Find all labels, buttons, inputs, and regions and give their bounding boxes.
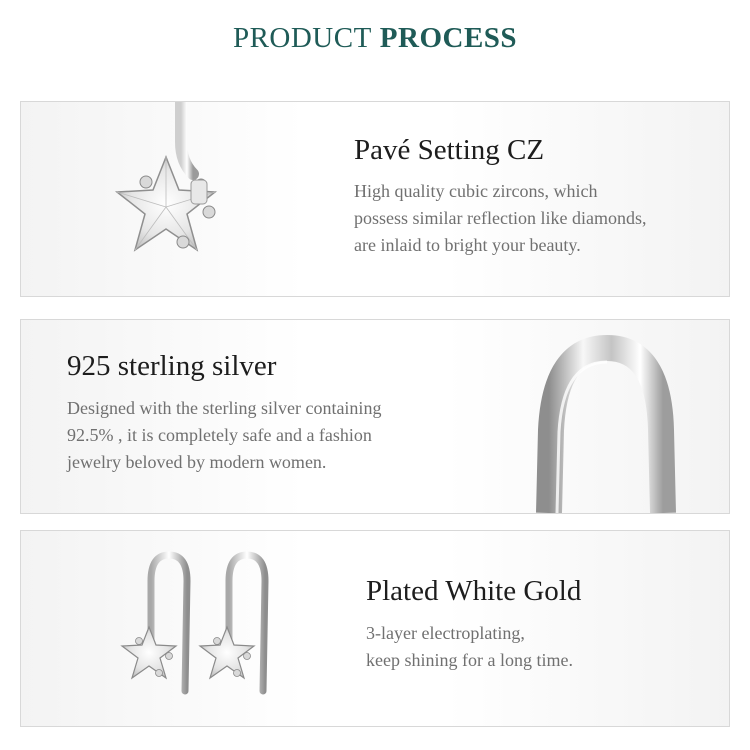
- earring-left: [122, 555, 187, 691]
- title-light: PRODUCT: [232, 22, 372, 54]
- panel-description: High quality cubic zircons, which possess similar reflection like diamonds, are inlaid to bright your beauty.: [354, 181, 647, 255]
- feature-panel-pave-setting: [20, 101, 730, 297]
- earring-right: [200, 555, 265, 691]
- title-bold: PROCESS: [379, 22, 518, 54]
- panel-description: Designed with the sterling silver containing 92.5% , it is completely safe and a fashion jewelry beloved by modern women.: [67, 398, 382, 472]
- panel-heading: Plated White Gold: [366, 575, 582, 607]
- panel-heading: Pavé Setting CZ: [354, 134, 545, 166]
- page-title: [0, 22, 750, 55]
- panel-description: 3-layer electroplating, keep shining for a long time.: [366, 623, 573, 670]
- star-cz-earring-image: [81, 102, 261, 296]
- feature-panel-sterling-silver: [20, 319, 730, 514]
- star-earrings-pair-image: [111, 531, 291, 726]
- feature-panel-plated-white-gold: [20, 530, 730, 727]
- panel-heading: 925 sterling silver: [67, 350, 277, 382]
- silver-ear-hook-image: [521, 320, 691, 513]
